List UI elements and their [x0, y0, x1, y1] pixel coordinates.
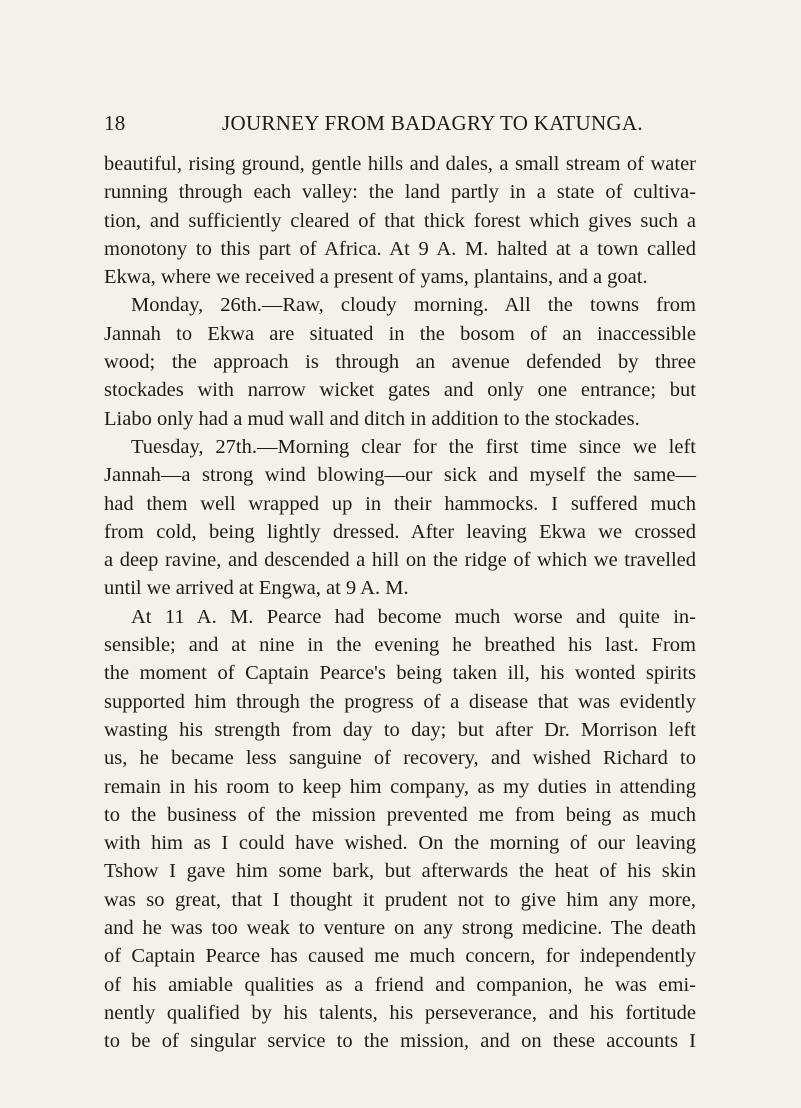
text-line: wood; the approach is through an avenue defended by three [104, 351, 696, 374]
text-line: until we arrived at Engwa, at 9 A. M. [104, 577, 409, 600]
text-line: stockades with narrow wicket gates and only one entrance; but [104, 379, 696, 402]
running-head [104, 111, 696, 141]
body-text [104, 150, 696, 1056]
text-line: sensible; and at nine in the evening he breathed his last. From [104, 634, 696, 657]
text-line: Liabo only had a mud wall and ditch in addition to the stockades. [104, 407, 640, 430]
text-line: a deep ravine, and descended a hill on the ridge of which we travelled [104, 549, 696, 572]
text-line: Jannah to Ekwa are situated in the bosom of an inaccessible [104, 322, 696, 345]
text-line: At 11 A. M. Pearce had become much worse and quite in- [131, 605, 696, 628]
text-line: us, he became less sanguine of recovery, and wished Richard to [104, 747, 696, 770]
text-line: from cold, being lightly dressed. After leaving Ekwa we crossed [104, 520, 696, 543]
text-line: Ekwa, where we received a present of yams, plantains, and a goat. [104, 266, 648, 289]
text-line: nently qualified by his talents, his perseverance, and his fortitude [104, 1001, 696, 1024]
text-line: Monday, 26th.—Raw, cloudy morning. All the towns from [131, 294, 696, 317]
page-number: 18 [104, 111, 126, 135]
text-line: was so great, that I thought it prudent not to give him any more, [104, 888, 696, 911]
text-line: wasting his strength from day to day; but after Dr. Morrison left [104, 718, 696, 741]
text-line: beautiful, rising ground, gentle hills and dales, a small stream of water [104, 153, 696, 175]
text-line: monotony to this part of Africa. At 9 A. M. halted at a town called [104, 237, 696, 260]
text-line: remain in his room to keep him company, as my duties in attending [104, 775, 696, 798]
text-line: of his amiable qualities as a friend and companion, he was emi- [104, 973, 696, 996]
text-line: to the business of the mission prevented me from being as much [104, 803, 696, 826]
text-line: and he was too weak to venture on any strong medicine. The death [104, 917, 696, 940]
text-line: the moment of Captain Pearce's being taken ill, his wonted spirits [104, 662, 696, 685]
running-head-title: JOURNEY FROM BADAGRY TO KATUNGA. [222, 111, 643, 135]
text-line: supported him through the progress of a disease that was evidently [104, 690, 696, 713]
text-line: running through each valley: the land partly in a state of cultiva- [104, 181, 696, 204]
text-line: to be of singular service to the mission, and on these accounts I [104, 1030, 696, 1053]
text-line: had them well wrapped up in their hammocks. I suffered much [104, 492, 696, 515]
text-line: Jannah—a strong wind blowing—our sick and myself the same— [104, 464, 696, 487]
text-line: tion, and sufficiently cleared of that thick forest which gives such a [104, 209, 696, 232]
text-line: Tuesday, 27th.—Morning clear for the first time since we left [131, 435, 696, 458]
text-line: of Captain Pearce has caused me much concern, for independently [104, 945, 696, 968]
text-line: Tshow I gave him some bark, but afterwards the heat of his skin [104, 860, 696, 883]
text-line: with him as I could have wished. On the morning of our leaving [104, 832, 696, 855]
